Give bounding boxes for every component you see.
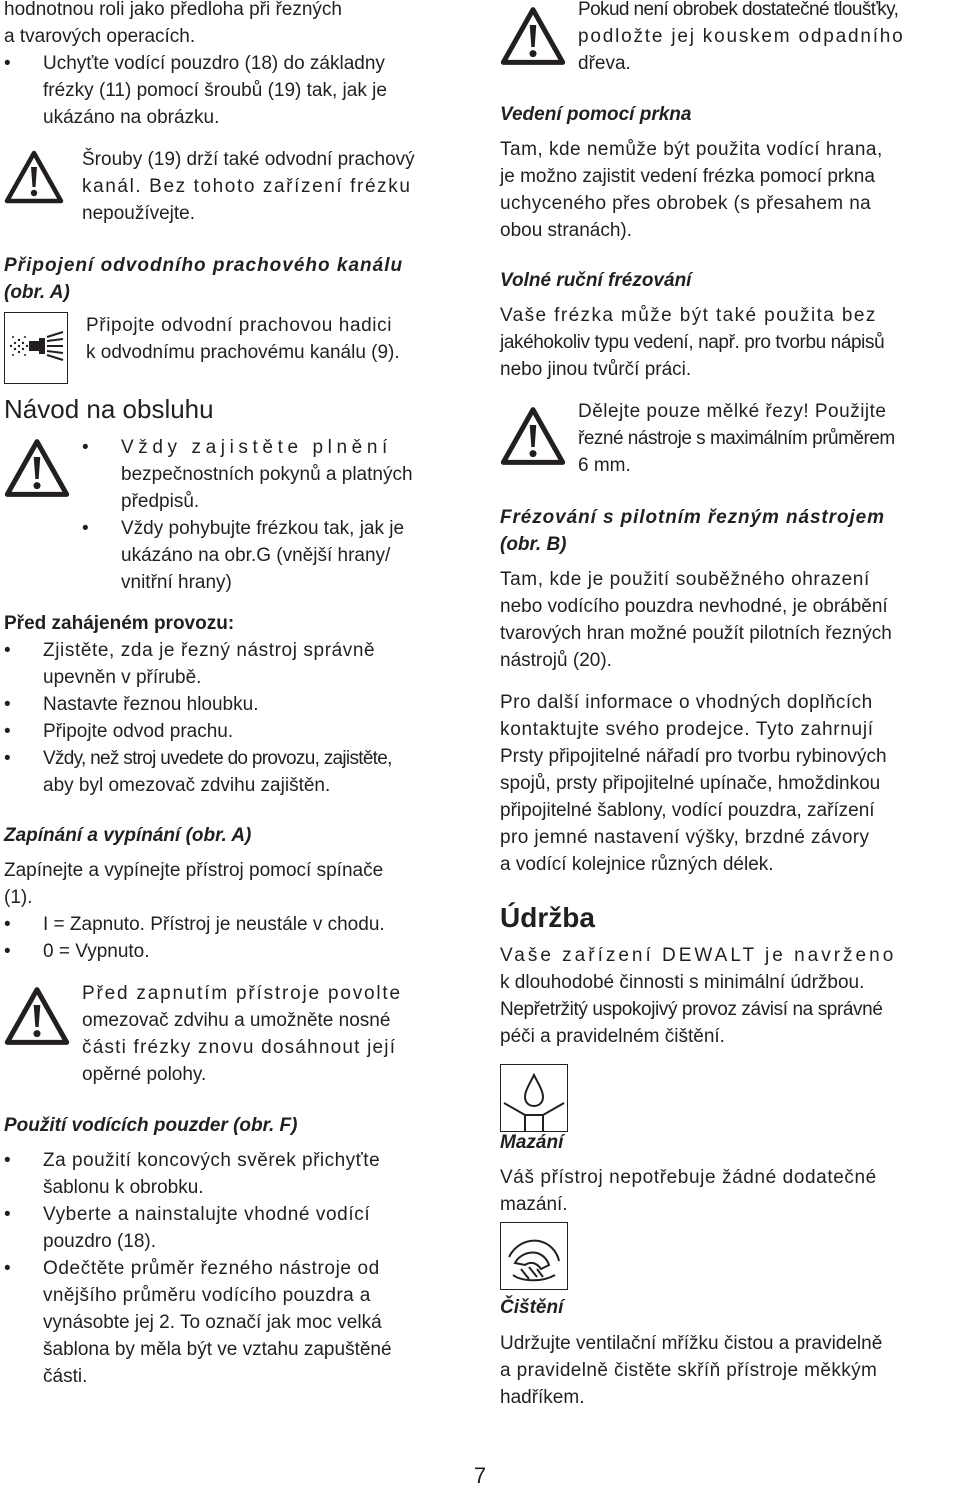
text-line: Před zapnutím přístroje povolte [82,983,402,1004]
text-line: uchyceného přes obrobek (s přesahem na [500,193,872,214]
text-line: a pravidelně čistěte skříň přístroje měkkým [500,1360,878,1381]
text-line: bezpečnostních pokynů a platných [121,464,413,485]
warning-triangle-icon [4,438,70,498]
text-line: Zjistěte, zda je řezný nástroj správně [43,640,376,661]
text-line: Pokud není obrobek dostatečné tloušťky, [578,0,899,20]
free-heading: Volné ruční frézování [500,270,692,291]
text-line: šablonu k obrobku. [43,1177,204,1198]
dust-heading [4,252,462,306]
guide-bush-bullet [4,50,462,131]
list-item [4,911,462,938]
text-line: Vaše frézka může být také použita bez [500,305,877,326]
text-line: Váš přístroj nepotřebuje žádné dodatečné [500,1167,877,1188]
text-line: upevněn v přírubě. [43,667,202,688]
oil-drop-icon-graphic [501,1065,567,1131]
text-line: (1). [4,887,33,908]
switch-list [4,911,462,965]
list-item [4,691,462,718]
text-line: a vodící kolejnice různých délek. [500,854,774,875]
accessories-paragraph [500,689,958,878]
section-title-operation: Návod na obsluhu [4,394,214,424]
text-line: je možno zajistit vedení frézka pomocí prkna [500,166,875,187]
text-line: obou stranách). [500,220,633,241]
text-line: vynásobte jej 2. To označí jak moc velká [43,1312,382,1333]
text-line: hodnotnou roli jako předloha při řezných [4,0,342,20]
free-paragraph [500,302,958,383]
cleaning-hand-icon-graphic [501,1223,567,1289]
text-line: předpisů. [121,491,200,512]
before-list [4,637,462,799]
text-line: (obr. B) [500,534,567,555]
text-line: ukázáno na obrázku. [43,107,220,128]
pilot-paragraph [500,566,958,674]
warning-text [578,398,958,479]
text-line: Šrouby (19) drží také odvodní prachový [82,149,415,170]
text-line: Nastavte řeznou hloubku. [43,694,259,715]
list-item [82,434,462,515]
switch-paragraph [4,857,462,911]
text-line: péči a pravidelném čištění. [500,1026,725,1047]
text-line: Nepřetržitý uspokojivý provoz závisí na správné [500,999,883,1020]
text-line: ukázáno na obr.G (vnější hrany/ [121,545,391,566]
warning-block [4,980,462,1088]
dust-extraction-block [4,312,462,384]
warning-block [500,398,958,479]
text-line: Tam, kde je použití souběžného ohrazení [500,569,870,590]
page-number: 7 [473,1463,487,1488]
text-line: Vždy, než stroj uvedete do provozu, zajistěte, [43,748,392,769]
text-line: Vždy pohybujte frézkou tak, jak je [121,518,405,539]
text-line: k odvodnímu prachovému kanálu (9). [86,342,400,363]
board-paragraph [500,136,958,244]
text-line: šablona by měla být ve vztahu zapuštěné [43,1339,392,1360]
text-line: Vždy zajistěte plnění [121,437,392,458]
before-heading: Před zahájeném provozu: [4,613,235,634]
cleaning-heading: Čištění [500,1297,564,1318]
text-line: Připojte odvod prachu. [43,721,234,742]
text-line: Uchyťte vodící pouzdro (18) do základny [43,53,385,74]
dust-extraction-icon-graphic [5,313,67,383]
text-line: Pro další informace o vhodných doplňcích [500,692,873,713]
warning-triangle-icon [4,986,70,1046]
pilot-heading [500,504,958,558]
text-line: Prsty připojitelné nářadí pro tvorbu rybinových [500,746,887,767]
text-line: I = Zapnuto. Přístroj je neustále v chodu. [43,914,385,935]
text-line: frézky (11) pomocí šroubů (19) tak, jak je [43,80,387,101]
text-line: vnějšího průměru vodícího pouzdra a [43,1285,371,1306]
list-item [4,745,462,799]
warning-block [500,0,958,77]
text-line: pouzdro (18). [43,1231,157,1252]
switch-heading: Zapínání a vypínání (obr. A) [4,825,252,846]
dust-text [86,312,462,384]
list-item [4,1255,462,1390]
text-line: dřeva. [578,53,631,74]
warning-triangle-icon [500,406,566,466]
text-line: omezovač zdvihu a umožněte nosné [82,1010,391,1031]
list-item [4,1147,462,1201]
list-item [4,938,462,965]
text-line: opěrné polohy. [82,1064,207,1085]
list-item [4,637,462,691]
warning-block [4,146,462,227]
text-line: Odečtěte průměr řezného nástroje od [43,1258,380,1279]
text-line: nepoužívejte. [82,203,196,224]
warning-text [578,0,958,77]
text-line: nástrojů (20). [500,650,612,671]
board-heading: Vedení pomocí prkna [500,104,692,125]
text-line: kontaktujte svého prodejce. Tyto zahrnují [500,719,874,740]
warning-block [4,434,462,596]
text-line: Připojení odvodního prachového kanálu [4,255,404,276]
list-item [82,515,462,596]
oil-drop-icon [500,1064,568,1132]
warning-text [82,980,462,1088]
cleaning-hand-icon [500,1222,568,1290]
text-line: 0 = Vypnuto. [43,941,150,962]
text-line: Vyberte a nainstalujte vhodné vodící [43,1204,371,1225]
text-line: a tvarových operacích. [4,26,196,47]
text-line: 6 mm. [578,455,631,476]
text-line: pro jemné nastavení výšky, brzdné závory [500,827,870,848]
text-line: k dlouhodobé činnosti s minimální údržbou. [500,972,865,993]
guide-heading: Použití vodících pouzder (obr. F) [4,1115,298,1136]
text-line: spojů, prsty připojitelné upínače, hmoždinkou [500,773,881,794]
warning-triangle-icon [500,6,566,66]
lubrication-paragraph [500,1164,958,1218]
text-line: Zapínejte a vypínejte přístroj pomocí spínače [4,860,384,881]
lubrication-heading: Mazání [500,1132,564,1153]
list-item [4,718,462,745]
text-line: jakéhokoliv typu vedení, např. pro tvorbu nápisů [500,332,885,353]
guide-list [4,1147,462,1390]
list-item [4,1201,462,1255]
warning-triangle-icon [4,150,64,204]
cleaning-paragraph [500,1330,958,1411]
section-title-maintenance: Údržba [500,902,595,933]
list-item [4,50,462,131]
text-line: Za použití koncových svěrek přichyťte [43,1150,381,1171]
text-line: Připojte odvodní prachovou hadici [86,315,393,336]
text-line: Dělejte pouze mělké řezy! Použijte [578,401,887,422]
intro-paragraph [4,0,462,50]
text-line: podložte jej kouskem odpadního [578,26,905,47]
text-line: části. [43,1366,88,1387]
dust-extraction-icon [4,312,68,384]
text-line: řezné nástroje s maximálním průměrem [578,428,895,449]
text-line: nebo vodícího pouzdra nevhodné, je obrábění [500,596,888,617]
text-line: (obr. A) [4,282,70,303]
text-line: aby byl omezovač zdvihu zajištěn. [43,775,331,796]
text-line: mazání. [500,1194,568,1215]
text-line: tvarových hran možné použít pilotních řezných [500,623,892,644]
text-line: části frézky znovu dosáhnout její [82,1037,397,1058]
text-line: Udržujte ventilační mřížku čistou a pravidelně [500,1333,883,1354]
text-line: kanál. Bez tohoto zařízení frézku [82,176,412,197]
text-line: nebo jinou tvůrčí práci. [500,359,692,380]
warning-list [82,434,462,596]
text-line: Frézování s pilotním řezným nástrojem [500,507,885,528]
text-line: připojitelné šablony, vodící pouzdra, zařízení [500,800,875,821]
text-line: Vaše zařízení DEWALT je navrženo [500,945,897,966]
text-line: vnitřní hrany) [121,572,232,593]
maintenance-paragraph [500,942,958,1050]
text-line: Tam, kde nemůže být použita vodící hrana, [500,139,883,160]
text-line: hadříkem. [500,1387,585,1408]
warning-text [82,146,462,227]
